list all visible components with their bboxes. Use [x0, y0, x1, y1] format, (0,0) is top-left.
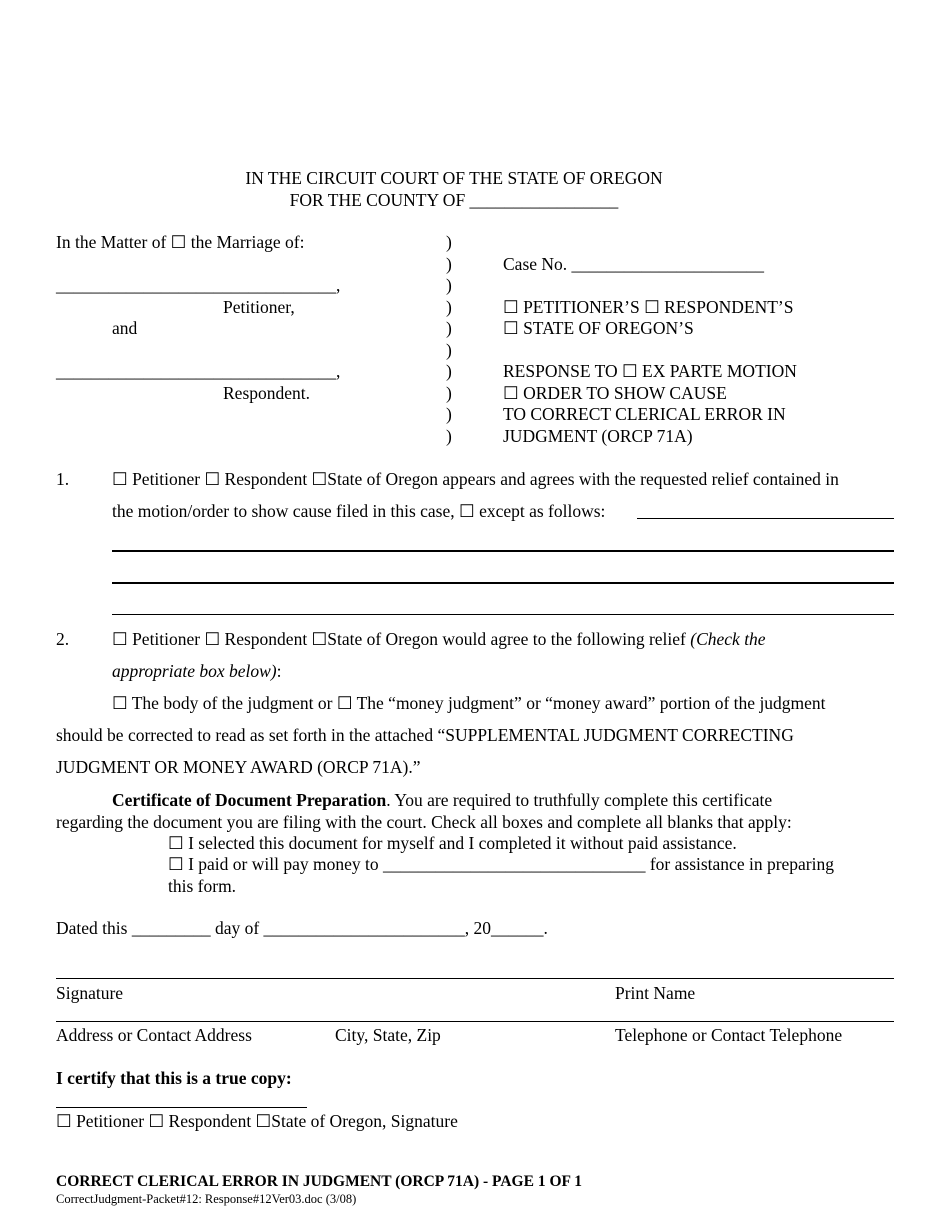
section-2-instruction-cont: [112, 663, 281, 681]
caption-paren: ): [446, 340, 452, 360]
county-line: FOR THE COUNTY OF _________________: [289, 190, 619, 210]
caption-paren: ): [446, 318, 452, 338]
certificate-instructions: regarding the document you are filing with the court. Check all boxes and complete all blanks that apply:: [56, 812, 792, 832]
certificate-option-paid[interactable]: ☐ I paid or will pay money to ______________________________ for assistance in preparing: [168, 854, 834, 874]
matter-label: In the Matter of ☐ the Marriage of:: [56, 232, 305, 252]
section-2-text[interactable]: [112, 631, 766, 649]
caption-paren: ): [446, 404, 452, 424]
section-2-instruction-text: appropriate box below): [112, 661, 277, 681]
judgment-portion-options[interactable]: ☐ The body of the judgment or ☐ The “money judgment” or “money award” portion of the judgment: [112, 693, 826, 713]
city-state-zip-label: City, State, Zip: [335, 1025, 441, 1045]
state-checkbox[interactable]: ☐ STATE OF OREGON’S: [503, 318, 694, 338]
court-heading: IN THE CIRCUIT COURT OF THE STATE OF OREGON: [245, 168, 663, 188]
certificate-option-self[interactable]: ☐ I selected this document for myself and I completed it without paid assistance.: [168, 833, 737, 853]
certificate-heading: Certificate of Document Preparation: [112, 790, 387, 810]
certify-signature-line[interactable]: [56, 1107, 307, 1108]
section-1-text[interactable]: ☐ Petitioner ☐ Respondent ☐State of Oregon appears and agrees with the requested relief contained in: [112, 469, 839, 489]
document-title-line2[interactable]: ☐ ORDER TO SHOW CAUSE: [503, 383, 727, 403]
response-line[interactable]: [112, 614, 894, 615]
address-label: Address or Contact Address: [56, 1025, 252, 1045]
dated-line[interactable]: Dated this _________ day of _______________________, 20______.: [56, 918, 548, 938]
telephone-label: Telephone or Contact Telephone: [615, 1025, 843, 1045]
document-title-line3: TO CORRECT CLERICAL ERROR IN: [503, 404, 786, 424]
response-line[interactable]: [112, 550, 894, 552]
except-blank-line[interactable]: [637, 518, 894, 519]
section-2-number: 2.: [56, 629, 70, 649]
certify-party-checkboxes[interactable]: ☐ Petitioner ☐ Respondent ☐State of Oregon, Signature: [56, 1111, 458, 1131]
caption-paren: ): [446, 383, 452, 403]
respondent-name-blank: ________________________________,: [56, 361, 341, 381]
section-2-colon: :: [276, 661, 282, 681]
caption-paren: ): [446, 297, 452, 317]
caption-paren: ): [446, 254, 452, 274]
respondent-label: Respondent.: [223, 383, 311, 403]
address-line[interactable]: [56, 1021, 894, 1022]
caption-paren: ): [446, 232, 452, 252]
and-label: and: [112, 318, 138, 338]
signature-label: Signature: [56, 983, 124, 1003]
print-name-label: Print Name: [615, 983, 696, 1003]
case-number: Case No. ______________________: [503, 254, 765, 274]
section-1-except[interactable]: the motion/order to show cause filed in this case, ☐ except as follows:: [112, 501, 606, 521]
document-title-line4: JUDGMENT (ORCP 71A): [503, 426, 693, 446]
caption-paren: ): [446, 426, 452, 446]
document-title-line1[interactable]: RESPONSE TO ☐ EX PARTE MOTION: [503, 361, 797, 381]
footer-filename: CorrectJudgment-Packet#12: Response#12Ver03.doc (3/08): [56, 1192, 357, 1206]
certificate-intro: [112, 792, 772, 810]
signature-line[interactable]: [56, 978, 894, 979]
section-2-body-end: JUDGMENT OR MONEY AWARD (ORCP 71A).”: [56, 757, 421, 777]
certificate-option-paid-cont: this form.: [168, 876, 237, 896]
section-2-body: should be corrected to read as set forth in the attached “SUPPLEMENTAL JUDGMENT CORRECTING: [56, 725, 794, 745]
section-2-text-main[interactable]: ☐ Petitioner ☐ Respondent ☐State of Oregon would agree to the following relief: [112, 629, 691, 649]
caption-paren: ): [446, 361, 452, 381]
certify-heading: I certify that this is a true copy:: [56, 1068, 292, 1088]
party-checkboxes[interactable]: ☐ PETITIONER’S ☐ RESPONDENT’S: [503, 297, 794, 317]
section-1-number: 1.: [56, 469, 70, 489]
petitioner-name-blank: ________________________________,: [56, 275, 341, 295]
response-line[interactable]: [112, 582, 894, 584]
caption-paren: ): [446, 275, 452, 295]
footer-title: CORRECT CLERICAL ERROR IN JUDGMENT (ORCP 71A) - PAGE 1 OF 1: [56, 1173, 583, 1190]
certificate-intro-text: . You are required to truthfully complete this certificate: [386, 790, 773, 810]
petitioner-label: Petitioner,: [223, 297, 295, 317]
section-2-instruction: (Check the: [690, 629, 766, 649]
